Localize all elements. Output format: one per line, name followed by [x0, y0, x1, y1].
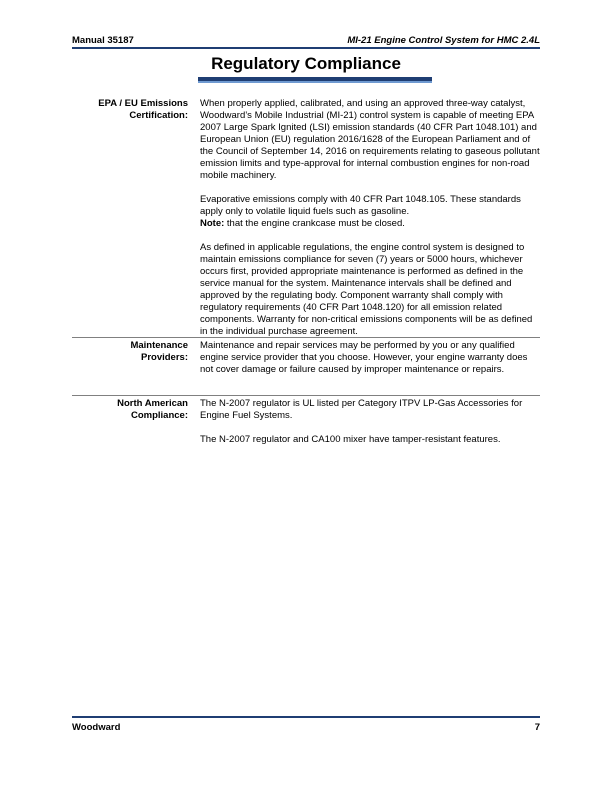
paragraph: The N-2007 regulator and CA100 mixer have tamper-resistant features.	[200, 434, 501, 445]
section-divider	[72, 337, 540, 338]
title-underline-accent	[198, 81, 432, 83]
section-body	[200, 398, 540, 446]
section-divider	[72, 395, 540, 396]
footer-rule	[72, 716, 540, 718]
paragraph: When properly applied, calibrated, and using an approved three-way catalyst, Woodward’s Mobile Industrial (MI-21) control system is capable of meeting EPA 2007 Large Spark Ignited (LSI) emission standards (40 CFR Part 1048.101) and European Union (EU) regulation 2016/1628 of the European Parliament and of the Council of September 14, 2016 on requirements relating to gaseous pollutant emission limits and type-approval for internal combustion engines for non-road mobile machinery.	[200, 98, 540, 181]
note-label: Note:	[200, 218, 225, 229]
paragraph: The N-2007 regulator is UL listed per Category ITPV LP-Gas Accessories for Engine Fuel Systems.	[200, 398, 523, 421]
header-manual-number: Manual 35187	[72, 35, 134, 46]
section-body	[200, 340, 540, 376]
page-title: Regulatory Compliance	[211, 54, 401, 73]
section-label: EPA / EU Emissions Certification:	[98, 98, 188, 121]
section-label: North American Compliance:	[117, 398, 188, 421]
header-rule	[72, 47, 540, 49]
page-number: 7	[534, 722, 540, 733]
section-label: Maintenance Providers:	[130, 340, 188, 363]
paragraph: As defined in applicable regulations, the engine control system is designed to maintain emissions compliance for seven (7) years or 5000 hours, whichever occurs first, provided appropriate maintenance is performed as defined in the service manual for the system. Maintenance intervals shall be defined and approved by the regulating body. Component warranty shall comply with regulatory requirements (40 CFR Part 1048.120) for all emission related components. Warranty for non-critical emissions components will be as defined in the individual purchase agreement.	[200, 242, 533, 337]
section-body	[200, 98, 540, 338]
paragraph: Evaporative emissions comply with 40 CFR Part 1048.105. These standards apply only to volatile liquid fuels such as gasoline. Note: that the engine crankcase must be closed.	[200, 194, 521, 229]
header-document-title: MI-21 Engine Control System for HMC 2.4L	[347, 35, 540, 46]
footer-company: Woodward	[72, 722, 121, 733]
paragraph: Maintenance and repair services may be performed by you or any qualified engine service provider that you choose. However, your engine warranty does not cover damage or failure caused by improper maintenance or repairs.	[200, 340, 528, 375]
note-text: that the engine crankcase must be closed.	[224, 218, 405, 229]
